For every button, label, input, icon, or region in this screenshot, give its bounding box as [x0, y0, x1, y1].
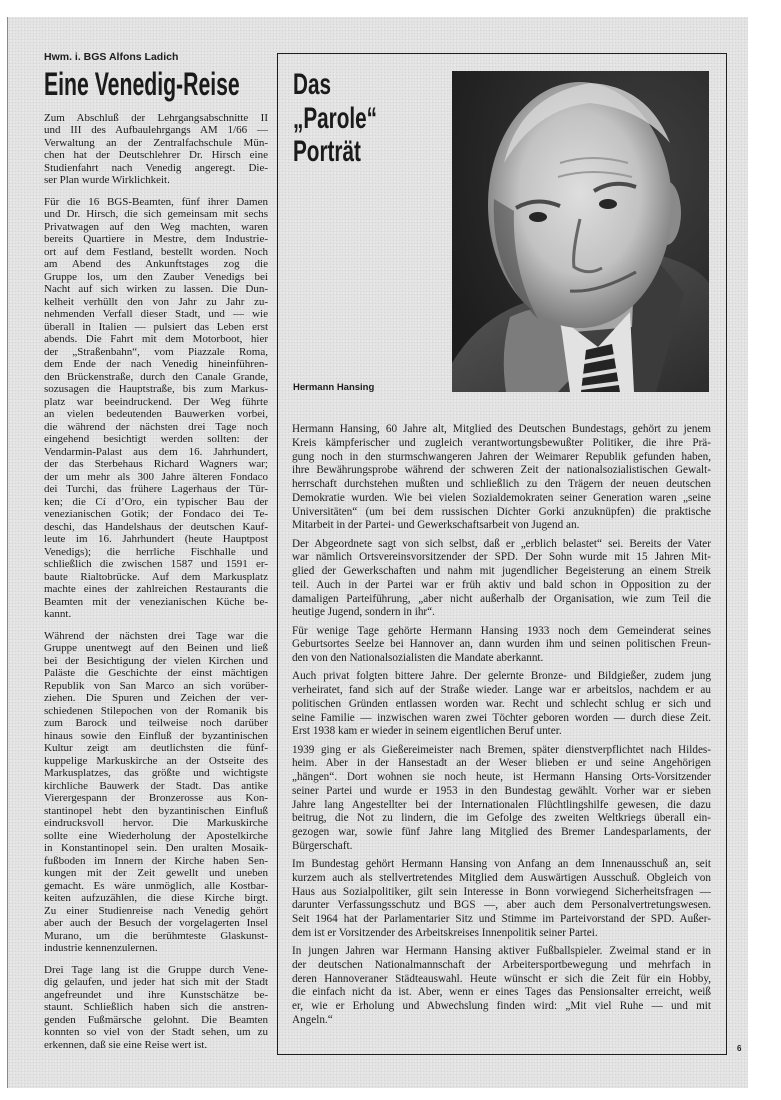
text-line: Gruppe los, um den Zauber Venedigs bei	[44, 270, 268, 283]
text-line: ihre Bewährungsprobe während der schweren Zeit der nationalsozialistischen Gewalt-	[292, 464, 711, 477]
text-line: der das Sterbehaus Richard Wagners war;	[44, 458, 268, 471]
paragraph	[292, 858, 711, 941]
text-line: Demokratie wurden. Wie bei vielen Sozialdemokraten seiner Generation waren „seine	[292, 491, 711, 504]
text-line: kelheit verhüllt den von Jahr zu Jahr zu-	[44, 295, 268, 308]
page-number: 6	[737, 1044, 742, 1053]
text-line: dig gelaufen, und jeder hat sich mit der Stadt	[44, 976, 268, 989]
text-line: heutige Jugend, sondern in ihr“.	[292, 606, 435, 619]
text-line: Seit 1964 hat der Parlamentarier Sitz und Stimme im Parteivorstand der SPD. Außer-	[292, 913, 711, 925]
text-line: ken; die Cí d’Oro, ein typischer Bau der	[44, 495, 268, 508]
text-line: Kreis kämpferischer und zugleich verantwortungsbewußter Politiker, die ihre Prä-	[292, 436, 711, 449]
text-line: platz war beeindruckend. Der Weg führte	[44, 395, 268, 408]
paragraph	[44, 196, 268, 621]
text-line: damaligen Parteiführung, „aber nicht außerhalb der Organisation, wie zum Teil die	[292, 592, 711, 605]
text-line: Haus aus Sozialpolitiker, gilt sein Interesse in Bonn vorwiegend Sicherheitsfragen —	[292, 885, 711, 898]
text-line: glied der Gewerkschaften und nahm mit jugendlicher Begeisterung an einem Streik	[292, 565, 711, 577]
text-line: gemacht. Es wäre unmöglich, alle Kostbar-	[44, 879, 268, 892]
text-line: beitrug, die Not zu lindern, die im Gefolge des zweiten Weltkriegs überall ein-	[292, 812, 711, 825]
portrait-title-line: Das	[293, 68, 331, 101]
text-line: Vendarmin-Palast aus dem 16. Jahrhundert,	[44, 445, 268, 458]
text-line: keiten aufzuzählen, die diese Kirche birgt.	[44, 892, 268, 905]
text-line: eindrucksvoll hervor. Die Markuskirche	[44, 817, 268, 830]
text-line: kurzem auch als stellvertretendes Mitglied dem Auswärtigen Ausschuß. Obgleich von	[292, 871, 711, 884]
text-line: stantinopel hebt den byzantinischen Einfluß	[44, 804, 268, 817]
text-line: Vierergespann der Bronzerosse aus Kon-	[44, 792, 268, 805]
text-line: kannt.	[44, 608, 72, 621]
text-line: Erst 1938 kam er wieder in seinem eigentlichen Beruf unter.	[292, 725, 562, 738]
text-line: kirchliche Bauwerk der Stadt. Das antike	[44, 779, 268, 792]
portrait-title	[293, 68, 377, 169]
paragraph	[292, 945, 711, 1028]
text-line: erkennen, daß sie eine Reise wert ist.	[44, 1038, 208, 1051]
text-line: staunt. Schließlich haben sich die anstren-	[44, 1001, 268, 1014]
portrait-photo-icon	[452, 71, 709, 392]
text-line: der deutschen Nationalmannschaft der Arbeitersportbewegung und mehrfach in	[292, 958, 711, 971]
text-line: den von den Nationalsozialisten die Mandate aberkannt.	[292, 652, 544, 664]
portrait-body	[292, 423, 711, 1032]
text-line: Für wenige Tage gehörte Hermann Hansing 1933 noch dem Gemeinderat seines	[292, 624, 711, 637]
text-line: „hängen“. Dort wohnen sie noch heute, ist Hermann Hansing Orts-Vorsitzender	[292, 771, 711, 783]
text-line: Hermann Hansing, 60 Jahre alt, Mitglied des Deutschen Bundestags, gehört zu jenem	[292, 423, 711, 435]
text-line: In jungen Jahren war Hermann Hansing aktiver Fußballspieler. Zweimal stand er in	[292, 945, 711, 957]
byline: Hwm. i. BGS Alfons Ladich	[44, 51, 179, 63]
text-line: der um mehr als 300 Jahre älteren Fondaco	[44, 470, 268, 483]
text-line: Zum Abschluß der Lehrgangsabschnitte II	[44, 111, 268, 124]
text-line: Studienfahrt nach Venedig angeregt. Die-	[44, 161, 268, 174]
text-line: Beamten mit der venezianischen Küche be-	[44, 595, 268, 608]
text-line: zum Barock und teilweise noch darüber	[44, 717, 268, 730]
text-line: genden Fußmärsche gelohnt. Die Beamten	[44, 1013, 268, 1026]
text-line: abends. Die Fahrt mit dem Motorboot, hier	[44, 333, 268, 346]
text-line: an vielen bedeutenden Bauwerken vorbei,	[44, 408, 268, 421]
article-body	[44, 112, 268, 1061]
text-line: Paläste die Geschichte der einst mächtigen	[44, 667, 268, 680]
text-line: kungen mit der Zeit gewellt und uneben	[44, 867, 268, 880]
text-line: leute im 16. Jahrhundert (heute Hauptpost	[44, 533, 268, 546]
text-line: eingehend besichtigt werden sollten: der	[44, 433, 268, 446]
text-line: Zu einer Studienreise nach Venedig gehört	[44, 904, 268, 917]
text-line: Mitarbeit in der Partei- und Gewerkschaftsarbeit von Jugend an.	[292, 519, 580, 532]
photo-caption: Hermann Hansing	[293, 382, 375, 393]
text-line: nehmenden Verfall dieser Stadt, und — wie	[44, 308, 268, 321]
text-line: bereits Quartiere in Mestre, dem Industrie-	[44, 233, 268, 246]
text-line: ort auf dem Festland, bestellt worden. Noch	[44, 245, 268, 258]
text-line: deren Hannoveraner Städteauswahl. Heute wünscht er sich die Zeit für ein Hobby,	[292, 972, 711, 985]
text-line: Im Bundestag gehört Hermann Hansing von Anfang an dem Innenausschuß an, seit	[292, 858, 711, 870]
text-line: seine Familie — inzwischen waren zwei Töchter geboren worden — durch diese Zeit.	[292, 711, 711, 724]
text-line: Nacht auf sich wirken zu lassen. Die Dun-	[44, 283, 268, 296]
text-line: kuppelige Markuskirche an der Ostseite des	[44, 754, 268, 767]
text-line: ser Plan wurde Wirklichkeit.	[44, 174, 170, 187]
text-line: war nämlich Ortsvereinsvorsitzender der SPD. Der Sohn wurde mit 15 Jahren Mit-	[292, 551, 711, 564]
text-line: sollte eine Wiederholung der Apostelkirche	[44, 829, 268, 842]
text-line: Verwaltung an der Zentralfachschule Mün-	[44, 136, 268, 149]
text-line: darunter Verfassungsschutz und BGS —, aber auch dem Personalvertretungswesen.	[292, 899, 711, 912]
paragraph	[44, 112, 268, 187]
text-line: konnten so viel von der Stadt sehen, um zu	[44, 1026, 268, 1039]
text-line: dem Ende der nach Venedig hineinführen-	[44, 358, 268, 371]
text-line: bei der Besichtigung der vielen Kirchen und	[44, 654, 268, 667]
text-line: herrschaft durchstehen mußten und schließlich zu den Trägern der neuen deutschen	[292, 478, 711, 490]
paragraph	[292, 423, 711, 533]
text-line: die während der nächsten drei Tage noch	[44, 420, 268, 433]
text-line: sozusagen die Hauptstraße, bis zum Markus-	[44, 383, 268, 396]
text-line: und Dr. Hirsch, die sich gemeinsam mit sechs	[44, 208, 268, 221]
text-line: Drei Tage lang ist die Gruppe durch Vene-	[44, 963, 268, 976]
portrait-title-line: „Parole“	[293, 101, 377, 135]
text-line: und III des Aufbaulehrgangs AM 1/66 —	[44, 124, 268, 137]
text-line: Auch privat folgten bittere Jahre. Der gelernte Bronze- und Bildgießer, zudem jung	[292, 670, 711, 683]
text-line: überall in Italien — pulsiert das Leben erst	[44, 320, 268, 333]
paragraph	[292, 625, 711, 666]
text-line: baute Rialtobrücke. Auf dem Markusplatz	[44, 570, 268, 583]
paragraph	[44, 630, 268, 955]
text-line: gezogen war, sowie fünf Jahre lang Mitglied des Bremer Landesparlaments, der	[292, 826, 711, 838]
text-line: der „Straßenbahn“, vom Piazzale Roma,	[44, 345, 268, 358]
paragraph	[292, 744, 711, 854]
text-line: teil. Auch in der Partei war er früh aktiv und bald schon in Opposition zu der	[292, 578, 711, 591]
text-line: den Brückenstraße, durch den Canale Grande,	[44, 370, 268, 383]
text-line: hinaus sowie den Einfluß der byzantinischen	[44, 729, 268, 742]
text-line: Der Abgeordnete sagt von sich selbst, daß er „erblich belastet“ sei. Bereits der Vater	[292, 537, 711, 550]
text-line: Für die 16 BGS-Beamten, fünf ihrer Damen	[44, 195, 268, 208]
text-line: ziehen. Die Spuren und Zeichen der ver-	[44, 692, 268, 705]
text-line: politischen Gründen entlassen worden war. Recht und schlecht schlug er sich und	[292, 697, 711, 710]
text-line: Kultur zeigt am deutlichsten die fünf-	[44, 742, 268, 755]
text-line: schließlich die zwischen 1587 und 1591 er-	[44, 558, 268, 571]
text-line: Geburtsortes Seelze bei Hannover an, dann wurden ihm und seinen politischen Freun-	[292, 638, 711, 651]
text-line: Jahre lang Angestellter bei der Internationalen Flüchtlingshilfe gewesen, die dazu	[292, 798, 711, 811]
text-line: venezianischen Gotik; der Fondaco dei Te-	[44, 508, 268, 521]
text-line: dem ist er Vorsitzender des Arbeitskreises Innenpolitik seiner Partei.	[292, 926, 598, 939]
text-line: in Konstantinopel sein. Den uralten Mosaik-	[44, 842, 268, 855]
text-line: angefreundet und ihre Kunstschätze be-	[44, 988, 268, 1001]
text-line: heim. Aber in der Hansestadt an der Weser blieben er und seine Angehörigen	[292, 757, 711, 770]
portrait-title-line: Porträt	[293, 135, 361, 168]
text-line: die einfach nicht da ist. Aber, wenn er eines Tages das Pensionsalter erreicht, weiß	[292, 986, 711, 999]
text-line: Venedigs); die herrliche Fischhalle und	[44, 545, 268, 558]
text-line: Murano, um die berühmteste Glaskunst-	[44, 929, 268, 942]
paragraph	[44, 964, 268, 1052]
text-line: fußboden im Innern der Kirche haben Sen-	[44, 854, 268, 867]
text-line: 1939 ging er als Gießereimeister nach Bremen, später dienstverpflichtet nach Hildes-	[292, 743, 711, 756]
text-line: er, wie er Erholung und Abwechslung finden wird: „Mit viel Ruhe — und mit	[292, 1000, 711, 1012]
text-line: aber auch der Besuch der vorgelagerten Insel	[44, 917, 268, 930]
text-line: Universitäten“ (um bei dem russischen Dichter Gorki anzuknüpfen) die praktische	[292, 505, 711, 518]
text-line: chen hat der Deutschlehrer Dr. Hirsch eine	[44, 149, 268, 162]
text-line: Republik von San Marco an sich vorüber-	[44, 679, 268, 692]
text-line: Privatwagen auf den Weg machten, waren	[44, 220, 268, 233]
text-line: verheiratet, fand sich auf der Straße wieder. Lange war er arbeitslos, nachdem er au	[292, 684, 711, 696]
text-line: dei Turchi, das frühere Lagerhaus der Tür-	[44, 483, 268, 496]
text-line: industrie kennenzulernen.	[44, 942, 158, 955]
text-line: Markusplatzes, das größte und wichtigste	[44, 767, 268, 780]
text-line: am Abend des Ankunftstages zog die	[44, 258, 268, 271]
portrait-photo	[452, 71, 709, 392]
text-line: Gruppe unentwegt auf den Beinen und ließ	[44, 642, 268, 655]
text-line: deschi, das Handelshaus der deutschen Kauf-	[44, 520, 268, 533]
text-line: Während der nächsten drei Tage war die	[44, 629, 268, 642]
text-line: Angeln.“	[292, 1013, 333, 1026]
text-line: schiedenen Stilepochen von der Romanik bis	[44, 704, 268, 717]
text-line: Bürgerschaft.	[292, 839, 353, 852]
text-line: gung noch in den sturmschwangeren Jahren der Weimarer Republik gefunden haben,	[292, 450, 711, 463]
text-line: seiner Partei und wurde er 1953 in den Bundestag gewählt. Vorher war er sieben	[292, 784, 711, 797]
paragraph	[292, 538, 711, 621]
article-title: Eine Venedig-Reise	[44, 66, 240, 102]
text-line: machte eines der zahlreichen Restaurants die	[44, 583, 268, 596]
paragraph	[292, 670, 711, 739]
